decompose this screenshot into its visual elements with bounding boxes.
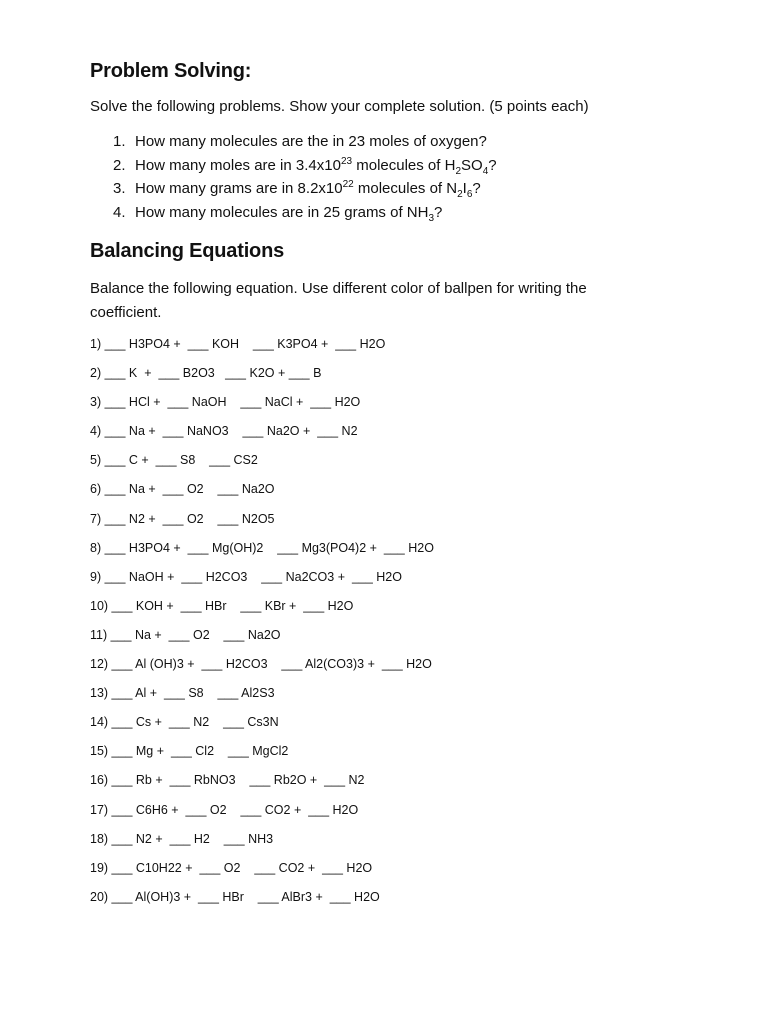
problem-text-end: ? [434,203,443,221]
equation-text: 1) ___ H3PO4 + ___ KOH ___ K3PO4 + ___ H2O [90,337,386,351]
problem-text: molecules of H [352,156,456,174]
problem-text: How many grams are in 8.2x10 [135,180,343,197]
equation-row [90,332,434,361]
equation-row [90,710,434,739]
balancing-equations-heading: Balancing Equations [90,240,285,262]
equation-text: 11) ___ Na + ___ O2 ___ Na2O [90,627,281,642]
equation-row [90,565,434,594]
subscript: 2 [457,189,463,200]
problem-item [113,177,497,201]
balancing-instructions: Balance the following equation. Use different color of ballpen for writing the coefficient. [90,280,587,321]
equation-row [90,623,434,652]
problem-solving-instructions: Solve the following problems. Show your complete solution. (5 points each) [90,98,589,115]
equation-text: 18) ___ N2 + ___ H2 ___ NH3 [90,831,274,846]
formula-part: SO [461,156,483,174]
problem-item [113,201,497,225]
subscript: 6 [466,189,473,200]
equation-row [90,477,434,506]
equation-row [90,652,434,681]
subscript: 4 [482,165,489,177]
equation-row [90,361,434,390]
equation-text: 5) ___ C + ___ S8 ___ CS2 [90,453,258,468]
equation-text: 17) ___ C6H6 + ___ O2 ___ CO2 + ___ H2O [90,802,359,817]
equation-row [90,739,434,768]
problem-solving-heading: Problem Solving: [90,60,252,82]
subscript: 3 [428,212,435,224]
problem-number: 1. [113,133,126,150]
equation-text: 13) ___ Al + ___ S8 ___ Al2S3 [90,686,275,701]
equation-text: 9) ___ NaOH + ___ H2CO3 ___ Na2CO3 + ___ H2O [90,569,402,584]
equation-row [90,768,434,797]
problem-text-end: ? [488,156,497,174]
equation-text: 20) ___ Al(OH)3 + ___ HBr ___ AlBr3 + ___ H2O [90,889,380,904]
equation-text: 3) ___ HCl + ___ NaOH ___ NaCl + ___ H2O [90,395,361,410]
problem-item [113,130,497,154]
equation-text: 12) ___ Al (OH)3 + ___ H2CO3 ___ Al2(CO3)3 + ___ H2O [90,657,432,672]
equation-text: 19) ___ C10H22 + ___ O2 ___ CO2 + ___ H2O [90,860,373,875]
problem-number: 3. [113,180,126,197]
equation-text: 7) ___ N2 + ___ O2 ___ N2O5 [90,511,275,526]
exponent: 22 [342,179,354,190]
exponent: 23 [340,155,353,167]
equation-row [90,448,434,477]
equation-text: 2) ___ K + ___ B2O3 ___ K2O + ___ B [90,366,322,381]
problem-text-end: ? [472,180,481,197]
equation-list [90,332,434,914]
equation-row [90,681,434,710]
equation-row [90,856,434,885]
equation-row [90,798,434,827]
problem-text: How many moles are in 3.4x10 [135,156,341,174]
equation-text: 8) ___ H3PO4 + ___ Mg(OH)2 ___ Mg3(PO4)2 + ___ H2O [90,540,434,555]
equation-row [90,419,434,448]
equation-text: 14) ___ Cs + ___ N2 ___ Cs3N [90,715,279,730]
equation-row [90,507,434,536]
equation-text: 4) ___ Na + ___ NaNO3 ___ Na2O + ___ N2 [90,424,358,439]
equation-text: 10) ___ KOH + ___ HBr ___ KBr + ___ H2O [90,598,354,613]
problem-number: 2. [113,156,126,174]
problem-list [113,130,497,224]
subscript: 2 [455,165,461,177]
problem-text: How many molecules are the in 23 moles of oxygen? [135,133,487,150]
equation-row [90,827,434,856]
equation-text: 16) ___ Rb + ___ RbNO3 ___ Rb2O + ___ N2 [90,773,365,788]
equation-text: 6) ___ Na + ___ O2 ___ Na2O [90,482,275,497]
problem-text: molecules of N [353,180,458,197]
problem-text: How many molecules are in 25 grams of NH [135,203,429,221]
equation-row [90,594,434,623]
equation-row [90,390,434,419]
formula-part: I [462,180,467,197]
problem-item [113,154,497,178]
problem-number: 4. [113,203,126,221]
equation-row [90,536,434,565]
equation-row [90,885,434,914]
equation-text: 15) ___ Mg + ___ Cl2 ___ MgCl2 [90,744,289,759]
